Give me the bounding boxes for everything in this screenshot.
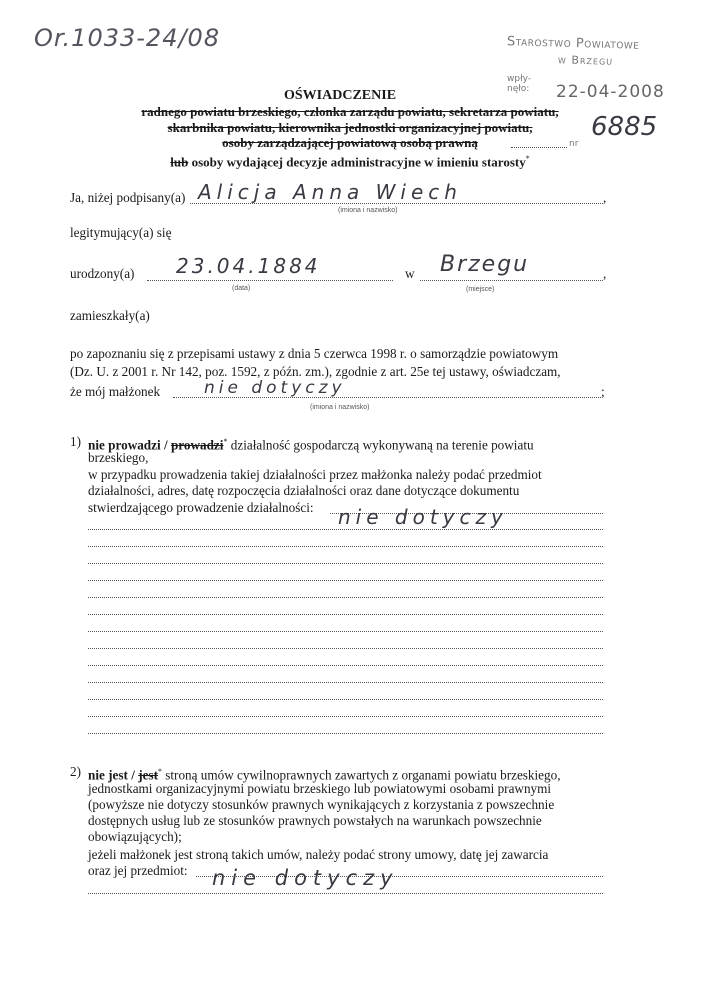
resident-label: zamieszkały(a) (70, 308, 150, 323)
answer-line (88, 716, 603, 717)
spouse-colon: ; (601, 384, 605, 399)
section-1-line-5: stwierdzającego prowadzenie działalności: (88, 500, 314, 515)
answer-line (88, 563, 603, 564)
section-2-slash: / (127, 767, 139, 783)
stamp-line-1: Starostwo Powiatowe (506, 34, 640, 53)
answer-line (88, 893, 603, 894)
stamp-nr-label: nr (569, 139, 579, 149)
section-2-line-5: obowiązujących); (88, 829, 182, 844)
answer-line (88, 699, 603, 700)
stamp-date: 22-04-2008 (556, 82, 665, 102)
answer-line (88, 648, 603, 649)
answer-line (88, 546, 603, 547)
section-2-option-no: nie jest (88, 767, 128, 783)
intro-line-2: (Dz. U. z 2001 r. Nr 142, poz. 1592, z późn. zm.), zgodnie z art. 25e tej ustawy, oświadczam, (70, 364, 561, 379)
signed-label: Ja, niżej podpisany(a) (70, 190, 186, 205)
stamp-received-label: wpły-nęło: (507, 74, 532, 94)
handwritten-answer-2: nie dotyczy (212, 866, 399, 890)
signed-caption: (imiona i nazwisko) (338, 207, 398, 214)
header-line-4-strike: lub (170, 153, 189, 169)
handwritten-answer-1: nie dotyczy (338, 505, 508, 529)
signed-comma: , (603, 190, 607, 205)
answer-line (88, 665, 603, 666)
document-title: OŚWIADCZENIE (284, 88, 397, 103)
header-line-4 (100, 151, 600, 170)
handwritten-name: Alicja Anna Wiech (198, 180, 462, 204)
answer-line (88, 682, 603, 683)
section-1-number: 1) (70, 434, 81, 449)
header-lines (100, 104, 600, 169)
header-line-3: osoby zarządzającej powiatową osobą prawną (222, 135, 478, 150)
header-line-2: skarbnika powiatu, kierownika jednostki organizacyjnej powiatu, (167, 119, 533, 135)
born-label: urodzony(a) (70, 266, 135, 281)
section-2-line-7: oraz jej przedmiot: (88, 863, 188, 878)
section-2-line-4: dostępnych usług lub ze stosunków prawnych powstałych na warunkach powszechnie (88, 813, 542, 828)
in-label: w (405, 266, 415, 281)
section-2-asterisk: * (157, 767, 162, 776)
spouse-caption: (imiona i nazwisko) (310, 404, 370, 411)
section-1-line-1 (88, 434, 534, 454)
stamp-line-2: w Brzegu (557, 53, 614, 68)
answer-line (88, 597, 603, 598)
section-2-line-3: (powyższe nie dotyczy stosunków prawnych wynikających z korzystania z powszechnie (88, 797, 555, 812)
section-2-text: stroną umów cywilnoprawnych zawartych z organami powiatu brzeskiego, (161, 767, 561, 783)
intro-line-1: po zapoznaniu się z przepisami ustawy z dnia 5 czerwca 1998 r. o samorządzie powiatowym (70, 346, 559, 361)
handwritten-birth-place: Brzegu (440, 252, 530, 277)
section-1-slash: / (160, 437, 171, 453)
section-1-text: działalność gospodarczą wykonywaną na terenie powiatu (227, 437, 534, 453)
answer-line (88, 631, 603, 632)
born-date-line (147, 280, 393, 281)
section-2-number: 2) (70, 764, 81, 779)
handwritten-number: 6885 (591, 112, 658, 142)
answer-line (88, 529, 603, 530)
section-1-line-3: w przypadku prowadzenia takiej działalności przez małżonka należy podać przedmiot (88, 467, 542, 482)
section-2-line-6: jeżeli małżonek jest stroną takich umów, należy podać strony umowy, datę jej zawarcia (88, 847, 549, 862)
section-2-option-yes: jest (138, 767, 158, 783)
answer-line (88, 614, 603, 615)
handwritten-birth-date: 23.04.1884 (176, 254, 321, 278)
section-2-line-2: jednostkami organizacyjnymi powiatu brzeskiego lub powiatowymi osobami prawnymi (88, 781, 552, 796)
section-1-line-2: brzeskiego, (88, 450, 149, 465)
birth-place-line (420, 280, 603, 281)
section-1-option-no: nie prowadzi (88, 437, 161, 453)
header-line-4-rest: osoby wydającej decyzje administracyjne w imieniu starosty (191, 153, 526, 169)
birth-place-comma: , (603, 266, 607, 281)
handwritten-reference: Or.1033-24/08 (34, 24, 221, 52)
birth-place-caption: (miejsce) (466, 286, 495, 293)
spouse-label: że mój małżonek (70, 384, 161, 399)
handwritten-spouse: nie dotyczy (204, 378, 346, 398)
section-1-asterisk: * (223, 437, 228, 446)
born-date-caption: (data) (232, 285, 251, 292)
section-1-line-4: działalności, adres, datę rozpoczęcia działalności oraz dane dotyczące dokumentu (88, 483, 520, 498)
header-line-1: radnego powiatu brzeskiego, członka zarządu powiatu, sekretarza powiatu, (141, 104, 559, 119)
answer-line (88, 733, 603, 734)
section-1-option-yes: prowadzi (170, 437, 224, 453)
answer-line (88, 580, 603, 581)
id-label: legitymujący(a) się (70, 225, 172, 240)
header-asterisk: * (525, 153, 530, 163)
